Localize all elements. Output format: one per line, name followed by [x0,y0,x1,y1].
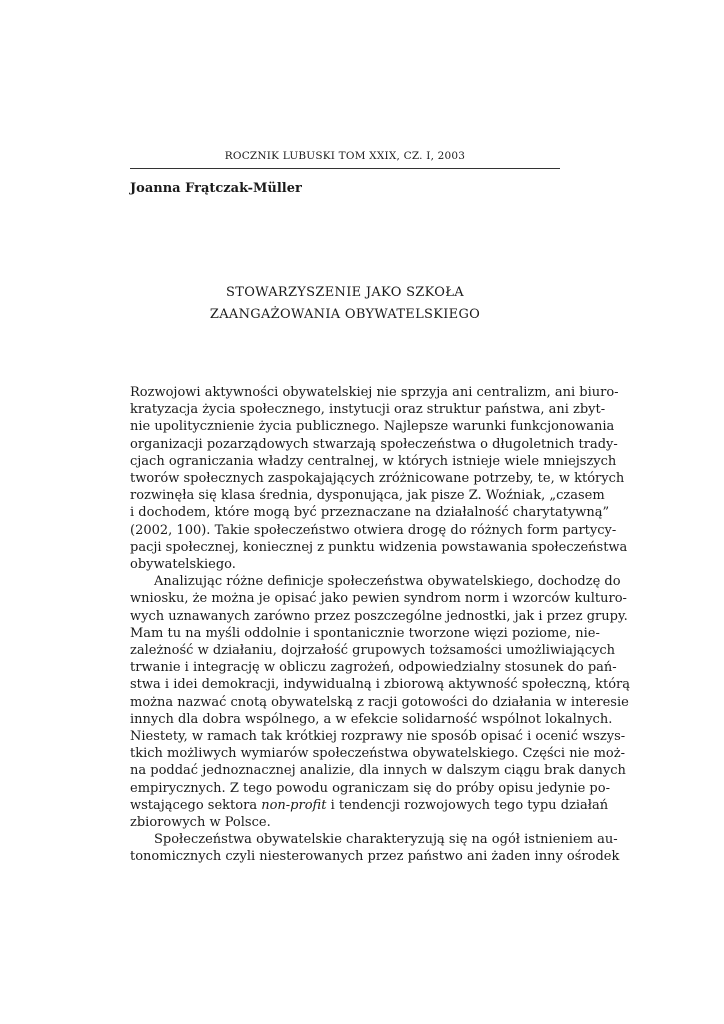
text-run: wstającego sektora [130,797,262,813]
text-line: stwa i idei demokracji, indywidualną i zbiorową aktywność społeczną, którą [130,677,630,693]
text-line: i dochodem, które mogą być przeznaczane na działalność charytatywną” [130,505,610,521]
text-line [130,797,609,814]
text-line: obywatelskiego. [130,557,236,573]
text-line: Analizując różne definicje społeczeństwa obywatelskiego, dochodzę do [154,574,621,590]
text-line: można nazwać cnotą obywatelską z racji gotowości do działania w interesie [130,694,629,710]
header-rule [130,168,560,169]
text-line: empirycznych. Z tego powodu ograniczam się do próby opisu jedynie po- [130,780,610,796]
text-line: Niestety, w ramach tak krótkiej rozprawy nie sposób opisać i ocenić wszys- [130,729,626,745]
text-line: organizacji pozarządowych stwarzają społeczeństwa o długoletnich trady- [130,436,618,452]
author-name: Joanna Frątczak-Müller [130,181,302,196]
text-line: tkich możliwych wymiarów społeczeństwa obywatelskiego. Części nie moż- [130,746,625,762]
paragraph [130,573,630,831]
text-line: zależność w działaniu, dojrzałość grupowych tożsamości umożliwiających [130,643,615,659]
article-body [130,384,630,866]
text-run: i tendencji rozwojowych tego typu działań [326,797,609,813]
text-line: rozwinęła się klasa średnia, dysponująca, jak pisze Z. Woźniak, „czasem [130,488,605,504]
text-line: zbiorowych w Polsce. [130,815,271,831]
text-line: Społeczeństwa obywatelskie charakteryzują się na ogół istnieniem au- [154,832,618,848]
paragraph [130,384,628,573]
text-line: Mam tu na myśli oddolnie i spontanicznie tworzone więzi poziome, nie- [130,625,600,641]
running-head: ROCZNIK LUBUSKI TOM XXIX, CZ. I, 2003 [224,150,466,162]
text-line: cjach ograniczania władzy centralnej, w których istnieje wiele mniejszych [130,453,617,469]
text-line: trwanie i integrację w obliczu zagrożeń, odpowiedzialny stosunek do pań- [130,660,617,676]
text-line: Rozwojowi aktywności obywatelskiej nie sprzyja ani centralizm, ani biuro- [130,385,619,400]
italic-term: non-profit [261,797,327,813]
text-line: nie upolitycznienie życia publicznego. Najlepsze warunki funkcjonowania [130,419,615,435]
article-title [130,282,560,326]
text-line: wniosku, że można je opisać jako pewien syndrom norm i wzorców kulturo- [130,591,627,607]
text-line: pacji społecznej, koniecznej z punktu widzenia powstawania społeczeństwa [130,539,628,555]
title-line: ZAANGAŻOWANIA OBYWATELSKIEGO [209,307,481,322]
paragraph [130,831,620,865]
text-line: innych dla dobra wspólnego, a w efekcie solidarność wspólnot lokalnych. [130,711,613,727]
title-line: STOWARZYSZENIE JAKO SZKOŁA [226,285,464,300]
text-line: na poddać jednoznacznej analizie, dla innych w dalszym ciągu brak danych [130,763,626,779]
text-line: tonomicznych czyli niesterowanych przez państwo ani żaden inny ośrodek [130,849,620,865]
text-line: tworów społecznych zaspokajających zróżnicowane potrzeby, te, w których [130,471,625,487]
text-line: wych uznawanych zarówno przez poszczególne jednostki, jak i przez grupy. [130,608,628,624]
text-line: kratyzacja życia społecznego, instytucji oraz struktur państwa, ani zbyt- [130,402,606,418]
text-line: (2002, 100). Takie społeczeństwo otwiera drogę do różnych form partycy- [130,522,617,538]
